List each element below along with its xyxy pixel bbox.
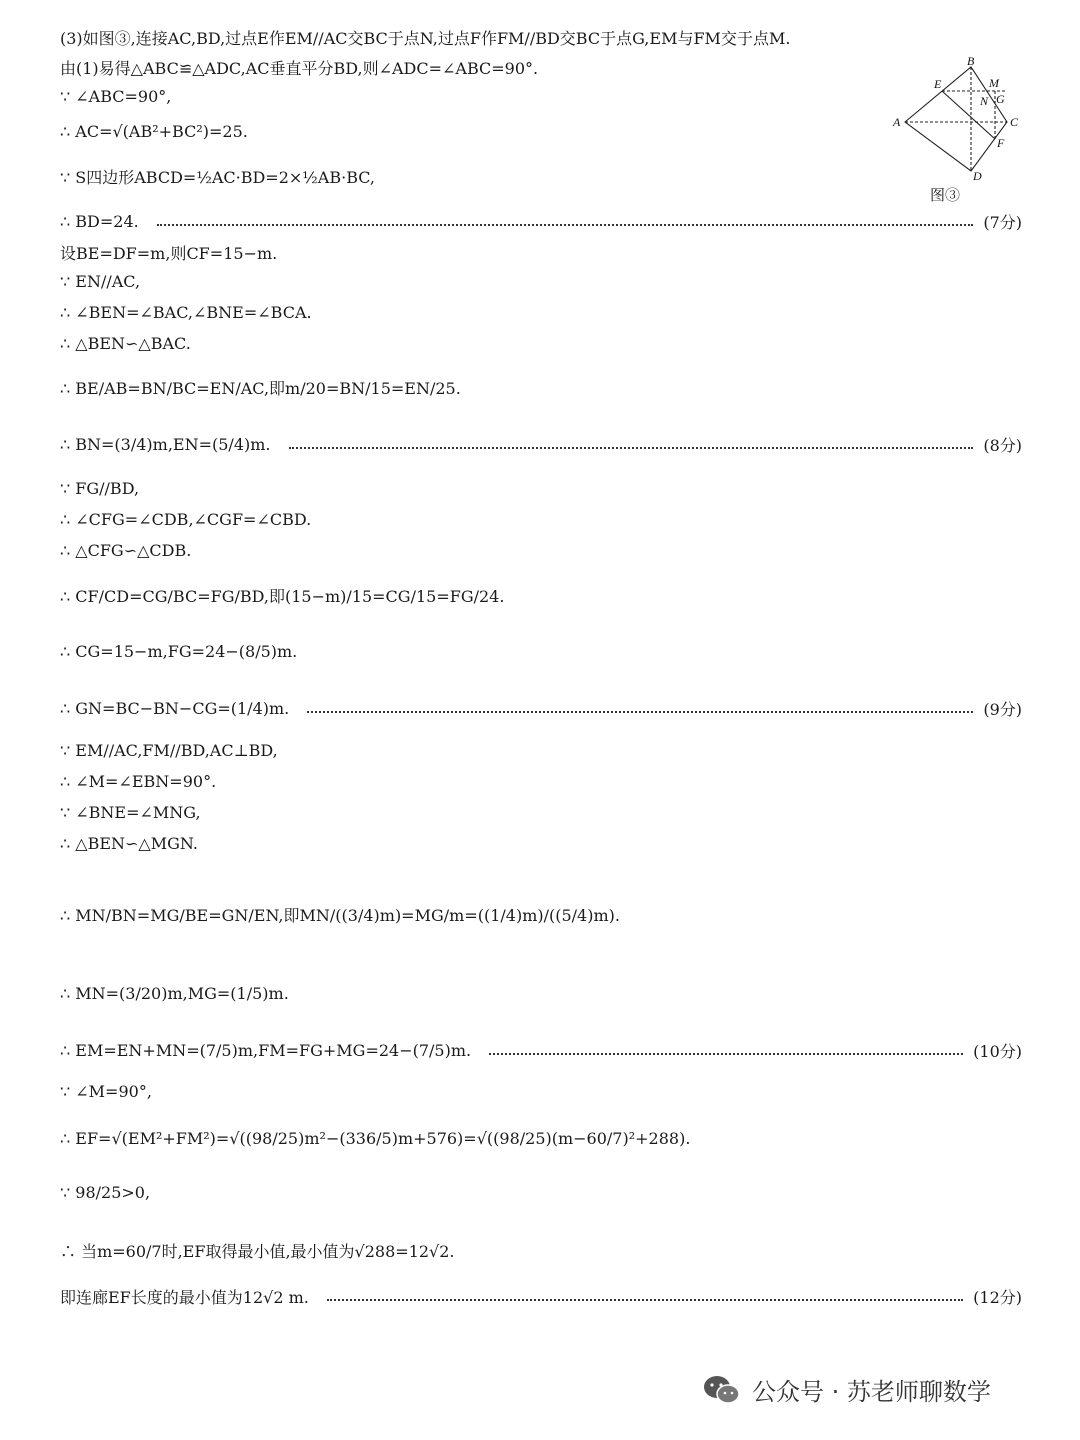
solution-line: ∵ ∠ABC=90°, [60,87,172,106]
watermark-text: 公众号 · 苏老师聊数学 [752,1378,991,1406]
solution-line: ∴ ∠BEN=∠BAC,∠BNE=∠BCA. [60,303,312,322]
solution-line: ∴ △BEN∽△BAC. [60,334,191,353]
score: (9分) [983,700,1022,719]
solution-line: ∴ CG=15−m,FG=24−(8/5)m. [60,642,298,661]
solution-line: 即连廊EF长度的最小值为12√2 m. (12分) [60,1285,1022,1308]
solution-line: ∴ MN/BN=MG/BE=GN/EN,即MN/((3/4)m)=MG/m=((1/4)m)/((5/4)m). [60,906,620,925]
label-b: B [967,55,975,68]
solution-line: ∴ BN=(3/4)m,EN=(5/4)m. (8分) [60,435,1022,455]
solution-line: ∴ CF/CD=CG/BC=FG/BD,即(15−m)/15=CG/15=FG/24. [60,587,505,606]
solution-line: ∴ △BEN∽△MGN. [60,834,198,853]
solution-line: ∵ EN//AC, [60,272,141,291]
solution-line: ∴ 当m=60/7时,EF取得最小值,最小值为√288=12√2. [60,1242,455,1261]
solution-line: ∴ ∠M=∠EBN=90°. [60,772,217,791]
label-e: E [934,77,942,91]
label-a: A [893,115,901,129]
solution-line: ∴ △CFG∽△CDB. [60,541,192,560]
score: (8分) [983,436,1022,455]
solution-line: ∵ FG//BD, [60,479,140,498]
solution-line: ∴ GN=BC−BN−CG=(1/4)m. (9分) [60,699,1022,719]
solution-line: ∴ EF=√(EM²+FM²)=√((98/25)m²−(336/5)m+576)=√((98/25)(m−60/7)²+288). [60,1129,691,1148]
solution-line: ∴ BD=24. (7分) [60,212,1022,232]
solution-line: ∴ EM=EN+MN=(7/5)m,FM=FG+MG=24−(7/5)m. (10分) [60,1041,1022,1061]
solution-line: ∵ 98/25>0, [60,1183,151,1202]
score: (12分) [973,1288,1022,1307]
label-n: N [980,94,989,108]
quadrilateral-diagram [890,55,1020,181]
score: (10分) [973,1042,1022,1061]
label-m: M [989,76,999,90]
solution-line: ∵ ∠BNE=∠MNG, [60,803,201,822]
solution-line: ∴ MN=(3/20)m,MG=(1/5)m. [60,984,289,1003]
label-d: D [973,169,982,181]
label-f: F [997,136,1005,150]
solution-line: (3)如图③,连接AC,BD,过点E作EM//AC交BC于点N,过点F作FM//BD交BC于点G,EM与FM交于点M. [60,29,791,48]
wechat-icon [702,1374,742,1406]
watermark [702,1372,991,1407]
solution-line: 设BE=DF=m,则CF=15−m. [60,244,278,263]
figure-caption: 图③ [930,186,961,204]
label-g: G [996,92,1005,106]
solution-line: 由(1)易得△ABC≌△ADC,AC垂直平分BD,则∠ADC=∠ABC=90°. [60,59,539,78]
solution-line: ∵ ∠M=90°, [60,1082,152,1101]
label-c: C [1010,115,1019,129]
solution-line: ∴ ∠CFG=∠CDB,∠CGF=∠CBD. [60,510,312,529]
solution-line: ∴ AC=√(AB²+BC²)=25. [60,122,248,141]
solution-line: ∵ S四边形ABCD=½AC·BD=2×½AB·BC, [60,168,376,187]
score: (7分) [983,213,1022,232]
solution-line: ∴ BE/AB=BN/BC=EN/AC,即m/20=BN/15=EN/25. [60,379,461,398]
geometry-figure [890,55,1020,205]
solution-line: ∵ EM//AC,FM//BD,AC⊥BD, [60,741,278,760]
